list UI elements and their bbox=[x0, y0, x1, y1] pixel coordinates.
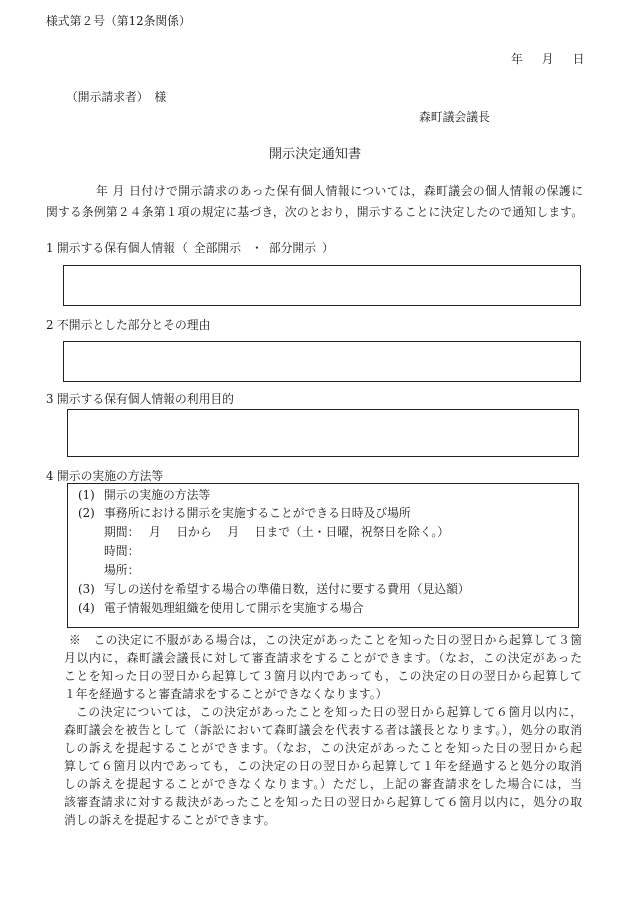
method-item-text: 事務所における開示を実施することができる日時及び場所 bbox=[104, 506, 411, 520]
options-open-paren: （ bbox=[175, 241, 188, 255]
section-1-label: 開示する保有個人情報 bbox=[57, 241, 175, 255]
place-field: 場所： bbox=[104, 563, 140, 577]
method-item-label: (1) bbox=[78, 488, 95, 502]
section-1-heading bbox=[46, 241, 334, 255]
method-item-label: (2) bbox=[78, 506, 95, 520]
issue-date: 年 月 日 bbox=[511, 52, 588, 66]
sender: 森町議会議長 bbox=[419, 110, 490, 124]
usage-purpose-box bbox=[67, 409, 579, 457]
section-2-label: 不開示とした部分とその理由 bbox=[57, 318, 211, 332]
section-3-number: 3 bbox=[46, 392, 54, 406]
section-3-heading bbox=[46, 392, 234, 406]
method-item-text: 開示の実施の方法等 bbox=[104, 488, 211, 502]
form-number: 様式第２号（第12条関係） bbox=[46, 14, 191, 28]
options-separator: ・ bbox=[251, 241, 263, 255]
section-4-label: 開示の実施の方法等 bbox=[57, 469, 164, 483]
undisclosed-reason-box bbox=[63, 341, 581, 382]
option-full-disclosure: 全部開示 bbox=[193, 241, 241, 255]
section-2-number: 2 bbox=[46, 318, 54, 332]
section-3-label: 開示する保有個人情報の利用目的 bbox=[57, 392, 234, 406]
document-title: 開示決定通知書 bbox=[268, 147, 362, 162]
disclosed-info-box bbox=[63, 265, 581, 306]
option-partial-disclosure: 部分開示 bbox=[268, 241, 317, 255]
lawsuit-notice-line: しの訴えを提起することができなくなります。）ただし，上記の審査請求をした場合には，当 bbox=[64, 777, 582, 791]
options-close-paren: ） bbox=[322, 241, 334, 255]
lawsuit-notice-line: この決定については，この決定があったことを知った日の翌日から起算して６箇月以内に， bbox=[76, 705, 582, 719]
section-2-heading bbox=[46, 318, 210, 332]
intro-line: 関する条例第２４条第１項の規定に基づき，次のとおり，開示することに決定したので通知します。 bbox=[46, 205, 583, 219]
lawsuit-notice-line: 算して６箇月以内であっても，この決定の日の翌日から起算して１年を経過すると処分の取消 bbox=[64, 759, 582, 773]
appeal-notice-line: ことを知った日の翌日から起算して３箇月以内であっても，この決定の日の翌日から起算して bbox=[64, 669, 582, 683]
section-4-heading bbox=[46, 469, 163, 483]
lawsuit-notice-line: しの訴えを提起することができます。（なお，この決定があったことを知った日の翌日から起 bbox=[64, 741, 582, 755]
method-item-label: (3) bbox=[78, 582, 95, 596]
method-item-text: 電子情報処理組織を使用して開示を実施する場合 bbox=[104, 601, 364, 615]
appeal-notice-line: 月以内に，森町議会議長に対して審査請求をすることができます。（なお，この決定があった bbox=[64, 651, 582, 665]
lawsuit-notice-line: 森町議会を被告として（訴訟において森町議会を代表する者は議長となります。），処分の取消 bbox=[64, 723, 582, 737]
appeal-notice-line: １年を経過すると審査請求をすることができなくなります。） bbox=[64, 687, 388, 701]
intro-line: 年 月 日付けで開示請求のあった保有個人情報については，森町議会の個人情報の保護に bbox=[96, 184, 583, 198]
section-1-number: 1 bbox=[46, 241, 54, 255]
section-4-number: 4 bbox=[46, 469, 54, 483]
lawsuit-notice-line: 消しの訴えを提起することができます。 bbox=[64, 813, 276, 827]
period-field: 期間： 月 日から 月 日まで（土・日曜，祝祭日を除く。） bbox=[104, 525, 450, 539]
method-item-text: 写しの送付を希望する場合の準備日数，送付に要する費用（見込額） bbox=[104, 582, 470, 596]
recipient: （開示請求者） 様 bbox=[66, 90, 167, 104]
method-item-label: (4) bbox=[78, 601, 95, 615]
time-field: 時間： bbox=[104, 544, 140, 558]
appeal-notice-line: ※ この決定に不服がある場合は，この決定があったことを知った日の翌日から起算して３箇 bbox=[69, 633, 582, 647]
lawsuit-notice-line: 該審査請求に対する裁決があったことを知った日の翌日から起算して６箇月以内に，処分の取 bbox=[64, 795, 582, 809]
